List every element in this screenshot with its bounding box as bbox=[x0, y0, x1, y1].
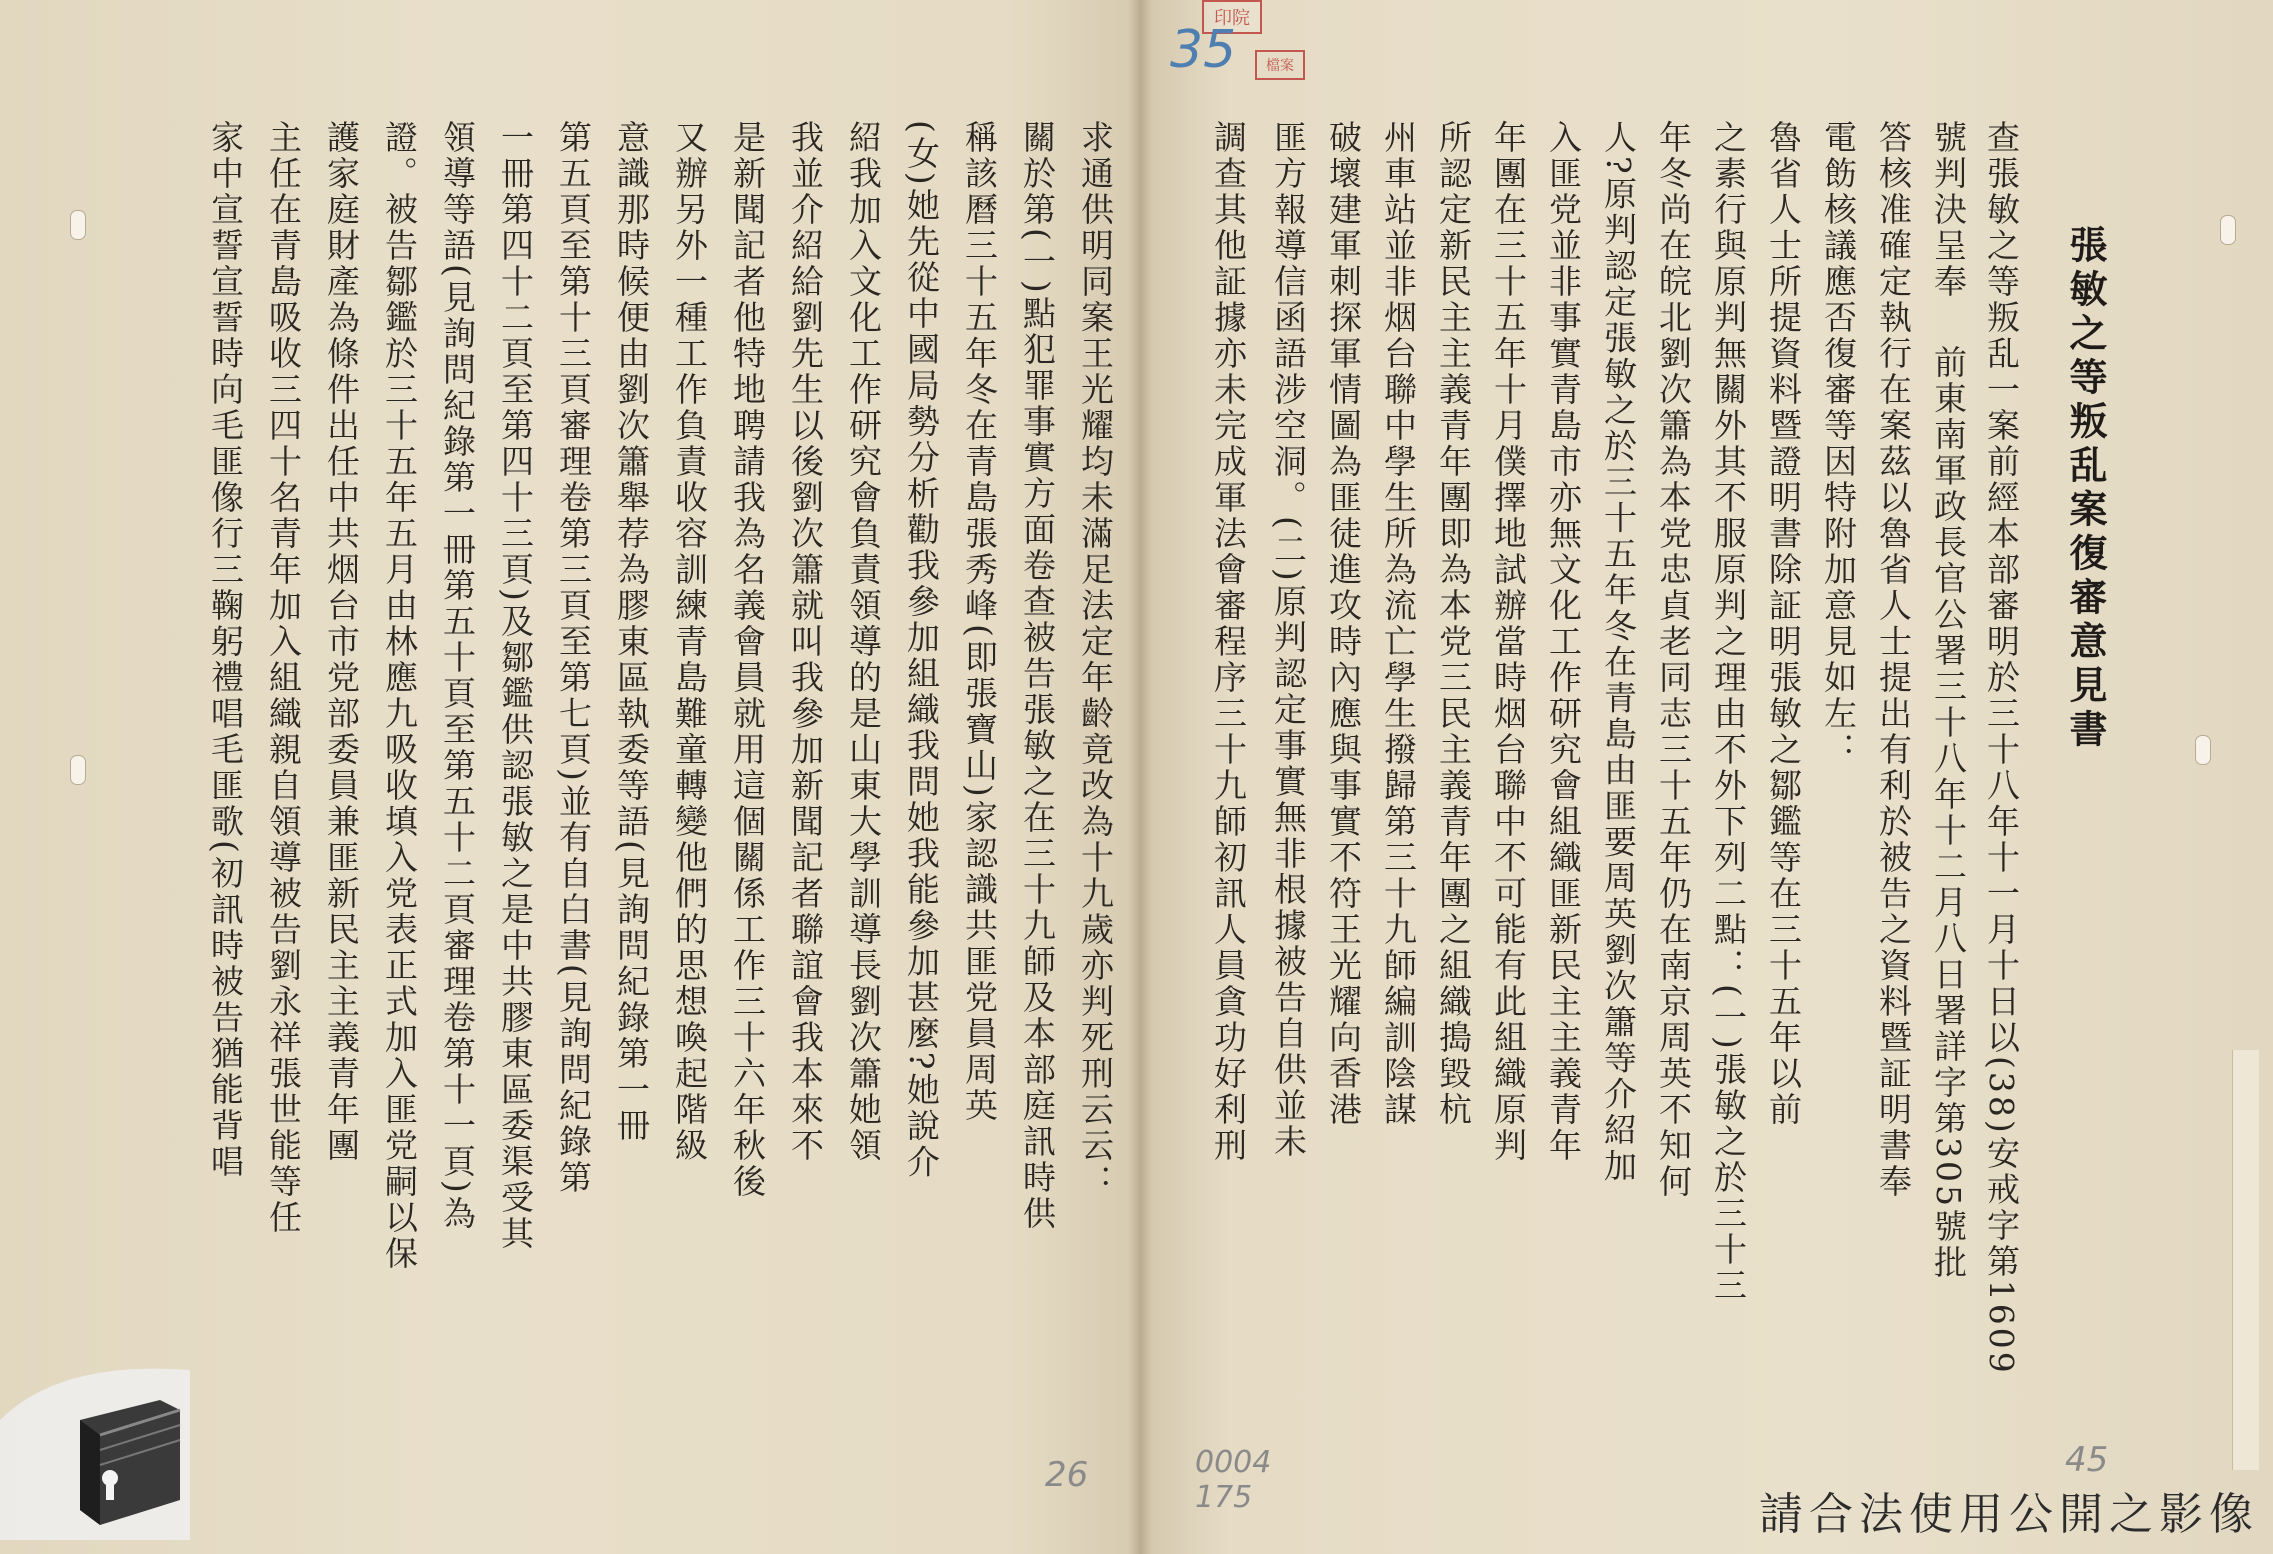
text-column: 意識那時候便由劉次簫舉荐為膠東區執委等語(見詢問紀錄第一冊 bbox=[612, 120, 651, 1144]
text-column: 主任在青島吸收三四十名青年加入組織親自領導被告劉永祥張世能等任 bbox=[264, 120, 303, 1236]
text-column: 州車站並非烟台聯中學生所為流亡學生撥歸第三十九師編訓陰謀 bbox=[1379, 120, 1418, 1128]
pencil-folio-number: 35 bbox=[1170, 20, 1237, 80]
page-edge-tab bbox=[2232, 1050, 2259, 1470]
text-column: 年冬尚在皖北劉次簫為本党忠貞老同志三十五年仍在南京周英不知何 bbox=[1654, 120, 1693, 1200]
right-page-number-sub: 175 bbox=[1195, 1480, 1253, 1515]
text-column: 魯省人士所提資料暨證明書除証明張敏之鄒鑑等在三十五年以前 bbox=[1764, 120, 1803, 1128]
text-column: 號判決呈奉 bbox=[1929, 120, 1968, 300]
right-page-number: 0004 bbox=[1195, 1445, 1272, 1480]
text-column: 電飭核議應否復審等因特附加意見如左： bbox=[1819, 120, 1858, 768]
text-column: 紹我加入文化工作研究會負責領導的是山東大學訓導長劉次簫她領 bbox=[844, 120, 883, 1164]
archive-logo-icon bbox=[0, 1350, 210, 1540]
text-column: 我並介紹給劉先生以後劉次簫就叫我參加新聞記者聯誼會我本來不 bbox=[786, 120, 825, 1164]
text-column: 年團在三十五年十月僕擇地試辦當時烟台聯中不可能有此組織原判 bbox=[1489, 120, 1528, 1164]
archive-stamp bbox=[1255, 50, 1305, 80]
text-column: 一冊第四十二頁至第四十三頁)及鄒鑑供認張敏之是中共膠東區委渠受其 bbox=[496, 120, 535, 1252]
text-column: 匪方報導信函語涉空洞。(二)原判認定事實無非根據被告自供並未 bbox=[1269, 120, 1308, 1160]
binding-hole bbox=[2220, 215, 2236, 245]
text-column: 關於第(一)點犯罪事實方面卷查被告張敏之在三十九師及本部庭訊時供 bbox=[1018, 120, 1057, 1232]
text-column: (女)她先從中國局勢分析勸我參加組織我問她我能參加甚麼?她說介 bbox=[902, 120, 941, 1181]
text-column: 領導等語(見詢問紀錄第一冊第五十頁至第五十二頁審理卷第十一頁)為 bbox=[438, 120, 477, 1232]
text-column: 又辦另外一種工作負責收容訓練青島難童轉變他們的思想喚起階級 bbox=[670, 120, 709, 1164]
text-column: 家中宣誓宣誓時向毛匪像行三鞠躬禮唱毛匪歌(初訊時被告猶能背唱 bbox=[206, 120, 245, 1180]
text-column: 前東南軍政長官公署三十八年十二月八日署詳字第305號批 bbox=[1929, 345, 1968, 1281]
text-column: 稱該曆三十五年冬在青島張秀峰(即張寶山)家認識共匪党員周英 bbox=[960, 120, 999, 1124]
text-column: 破壞建軍刺探軍情圖為匪徒進攻時內應與事實不符王光耀向香港 bbox=[1324, 120, 1363, 1128]
text-column: 護家庭財產為條件出任中共烟台市党部委員兼匪新民主主義青年團 bbox=[322, 120, 361, 1164]
binding-hole bbox=[70, 210, 86, 240]
text-column: 求通供明同案王光耀均未滿足法定年齡竟改為十九歲亦判死刑云云： bbox=[1076, 120, 1115, 1200]
usage-watermark: 請合法使用公開之影像 bbox=[1759, 1489, 2259, 1540]
archive-stamp-text: 檔案 bbox=[1266, 58, 1294, 74]
book-gutter bbox=[1128, 0, 1152, 1554]
text-column: 人?原判認定張敏之於三十五年冬在青島由匪要周英劉次簫等介紹加 bbox=[1599, 120, 1638, 1185]
text-column: 答核准確定執行在案茲以魯省人士提出有利於被告之資料暨証明書奉 bbox=[1874, 120, 1913, 1200]
binding-hole bbox=[2195, 735, 2211, 765]
text-column: 是新聞記者他特地聘請我為名義會員就用這個關係工作三十六年秋後 bbox=[728, 120, 767, 1200]
seal-stamp-text: 印院 bbox=[1214, 8, 1250, 29]
text-column: 所認定新民主主義青年團即為本党三民主義青年團之組織搗毀杭 bbox=[1434, 120, 1473, 1128]
text-column: 調查其他証據亦未完成軍法會審程序三十九師初訊人員貪功好利刑 bbox=[1209, 120, 1248, 1164]
text-column: 之素行與原判無關外其不服原判之理由不外下列二點：(一)張敏之於三十三 bbox=[1709, 120, 1748, 1304]
text-column: 第五頁至第十三頁審理卷第三頁至第七頁)並有自白書(見詢問紀錄第 bbox=[554, 120, 593, 1196]
corner-number: 45 bbox=[2065, 1440, 2109, 1480]
text-column: 入匪党並非事實青島市亦無文化工作研究會組織匪新民主主義青年 bbox=[1544, 120, 1583, 1164]
document-title: 張敏之等叛乱案復審意見書 bbox=[2063, 225, 2108, 753]
binding-hole bbox=[70, 755, 86, 785]
text-column: 證。被告鄒鑑於三十五年五月由林應九吸收填入党表正式加入匪党嗣以保 bbox=[380, 120, 419, 1272]
left-page-number: 26 bbox=[1045, 1455, 1089, 1495]
text-column: 查張敏之等叛乱一案前經本部審明於三十八年十一月十日以(38)安戒字第1609 bbox=[1982, 120, 2021, 1376]
